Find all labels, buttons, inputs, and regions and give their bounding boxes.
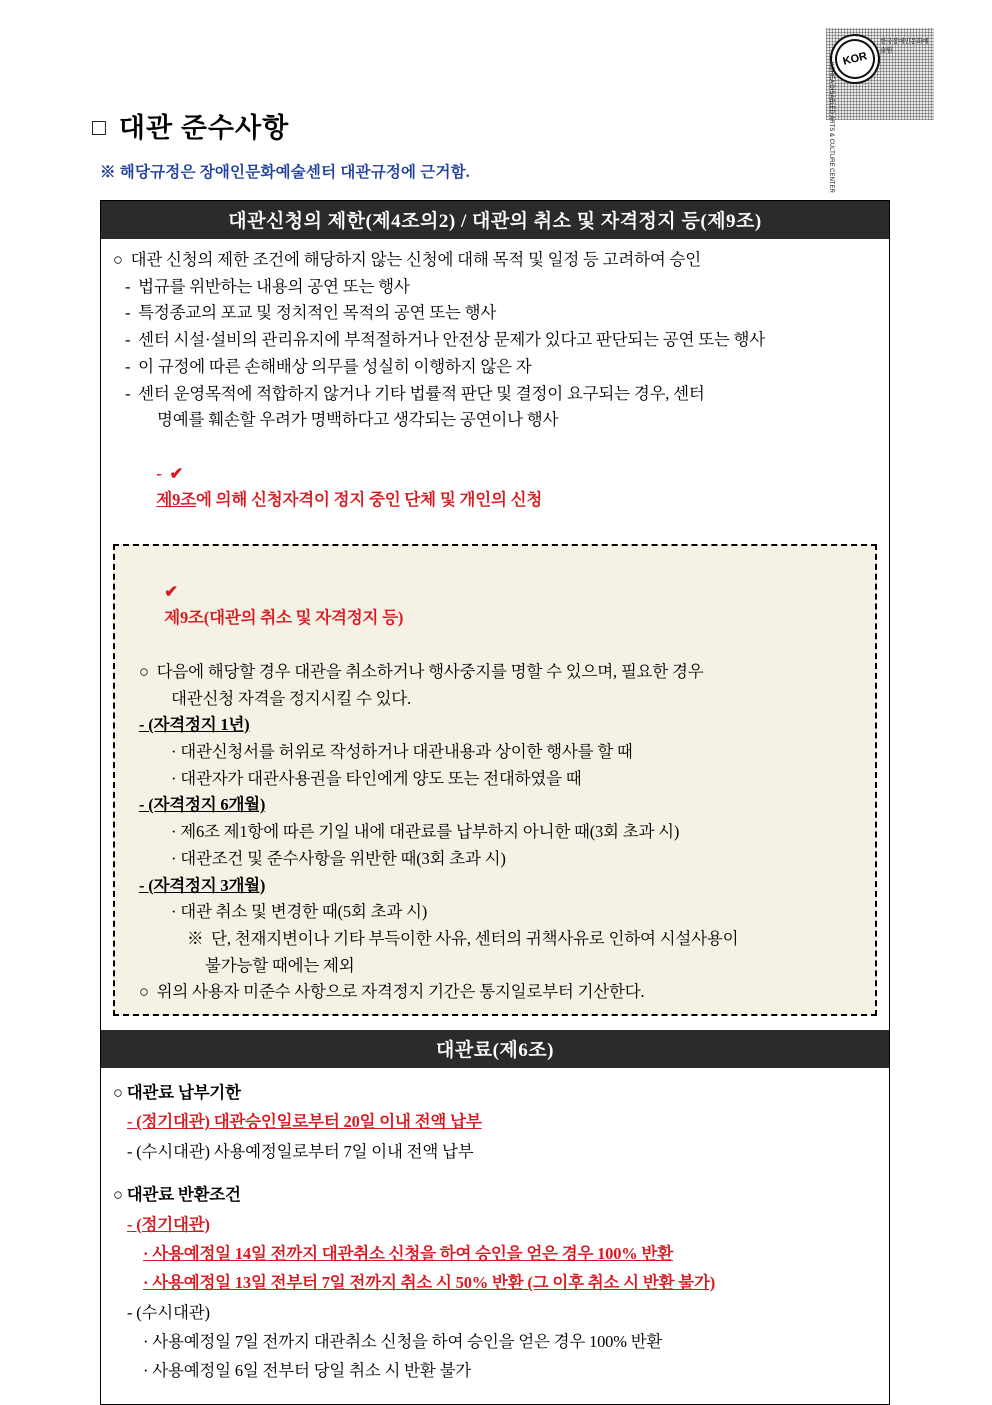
suspension-group-label: - (자격정지 1년) [139,715,250,735]
fee-refund-line: · 사용예정일 13일 전부터 7일 전까지 취소 시 50% 반환 (그 이후 취소 시 반환 불가) [143,1273,716,1293]
document-note: ※ 해당규정은 장애인문화예술센터 대관규정에 근거함. [100,164,470,181]
fee-refund-line: · 사용예정일 7일 전까지 대관취소 신청을 하여 승인을 얻은 경우 100% 반환 [143,1332,663,1351]
suspension-group-item: · 제6조 제1항에 따른 기일 내에 대관료를 납부하지 아니한 때(3회 초과 시) [171,822,680,842]
article9-intro-line2: 대관신청 자격을 정지시킬 수 있다. [171,688,411,708]
suspension-group-item: · 대관조건 및 준수사항을 위반한 때(3회 초과 시) [171,848,506,868]
fee-refund-line: · 사용예정일 14일 전까지 대관취소 신청을 하여 승인을 얻은 경우 100% 반환 [143,1243,673,1263]
emblem-text: KOR [841,50,869,68]
organization-logo [826,28,934,193]
suspension-group-label: - (자격정지 6개월) [139,795,266,815]
section-header-restrictions: 대관신청의 제한(제4조의2) / 대관의 취소 및 자격정지 등(제9조) [101,201,889,239]
article9-intro-line1: ○ 다음에 해당할 경우 대관을 취소하거나 행사중지를 명할 수 있으며, 필요한 경우 [139,661,704,681]
section-header-fee: 대관료(제6조) [101,1030,889,1068]
suspension-group-item: · 대관 취소 및 변경한 때(5회 초과 시) [171,902,428,922]
article9-title-text: 제9조(대관의 취소 및 자격정지 등) [164,608,404,628]
logo-english-name: KOREA DISABLED ARTS & CULTURE CENTER [828,62,834,193]
fee-refund-line: - (정기대관) [127,1214,210,1234]
square-bullet-icon: □ [92,115,107,140]
suspension-group-note-line2: 불가능할 때에는 제외 [205,955,355,975]
restriction-item: - 특정종교의 포교 및 정치적인 목적의 공연 또는 행사 [125,303,497,323]
article9-box [113,544,877,1016]
check-mark-icon: ✔ [164,581,178,601]
section-body-restrictions [101,239,889,1030]
section-body-fee [101,1068,889,1404]
article9-title [125,552,865,659]
suspension-group-note-line1: ※ 단, 천재지변이나 기타 부득이한 사유, 센터의 귀책사유로 인하여 시설사용이 [187,928,739,948]
restriction-item-cont: 명예를 훼손할 우려가 명백하다고 생각되는 공연이나 행사 [157,410,559,430]
fee-refund-title: ○ 대관료 반환조건 [113,1185,241,1205]
spacer [113,1166,877,1180]
fee-refund-line: - (수시대관) [127,1302,210,1322]
logo-korean-name: 한국장애인문화예술원 [880,38,929,54]
restriction-item-highlight-text: 에 의해 신청자격이 정지 중인 단체 및 개인의 신청 [195,490,543,510]
page-title [92,106,289,145]
fee-payment-line: - (정기대관) 대관승인일로부터 20일 이내 전액 납부 [127,1112,482,1132]
suspension-group-item: · 대관신청서를 허위로 작성하거나 대관내용과 상이한 행사를 할 때 [171,741,633,761]
suspension-group-item: · 대관자가 대관사용권을 타인에게 양도 또는 전대하였을 때 [171,768,582,788]
fee-payment-line: - (수시대관) 사용예정일로부터 7일 이내 전액 납부 [127,1141,474,1161]
check-mark-icon: - ✔ [156,463,184,483]
restriction-item: - 이 규정에 따른 손해배상 의무를 성실히 이행하지 않은 자 [125,356,532,376]
regulation-table [100,200,890,1405]
restriction-item: - 법규를 위반하는 내용의 공연 또는 행사 [125,276,410,296]
restriction-item-article-ref: 제9조 [156,490,196,510]
fee-payment-title: ○ 대관료 납부기한 [113,1083,241,1103]
restriction-item-highlight [111,434,879,541]
page-title-text: 대관 준수사항 [118,113,290,143]
article9-closing: ○ 위의 사용자 미준수 사항으로 자격정지 기간은 통지일로부터 기산한다. [139,982,645,1002]
suspension-group-label: - (자격정지 3개월) [139,875,266,895]
restriction-lead: ○ 대관 신청의 제한 조건에 해당하지 않는 신청에 대해 목적 및 일정 등 고려하여 승인 [113,250,702,269]
fee-refund-line: · 사용예정일 6일 전부터 당일 취소 시 반환 불가 [143,1361,472,1381]
restriction-item: - 센터 시설·설비의 관리유지에 부적절하거나 안전상 문제가 있다고 판단되는 공연 또는 행사 [125,330,766,350]
restriction-item: - 센터 운영목적에 적합하지 않거나 기타 법률적 판단 및 결정이 요구되는 경우, 센터 [125,383,705,403]
